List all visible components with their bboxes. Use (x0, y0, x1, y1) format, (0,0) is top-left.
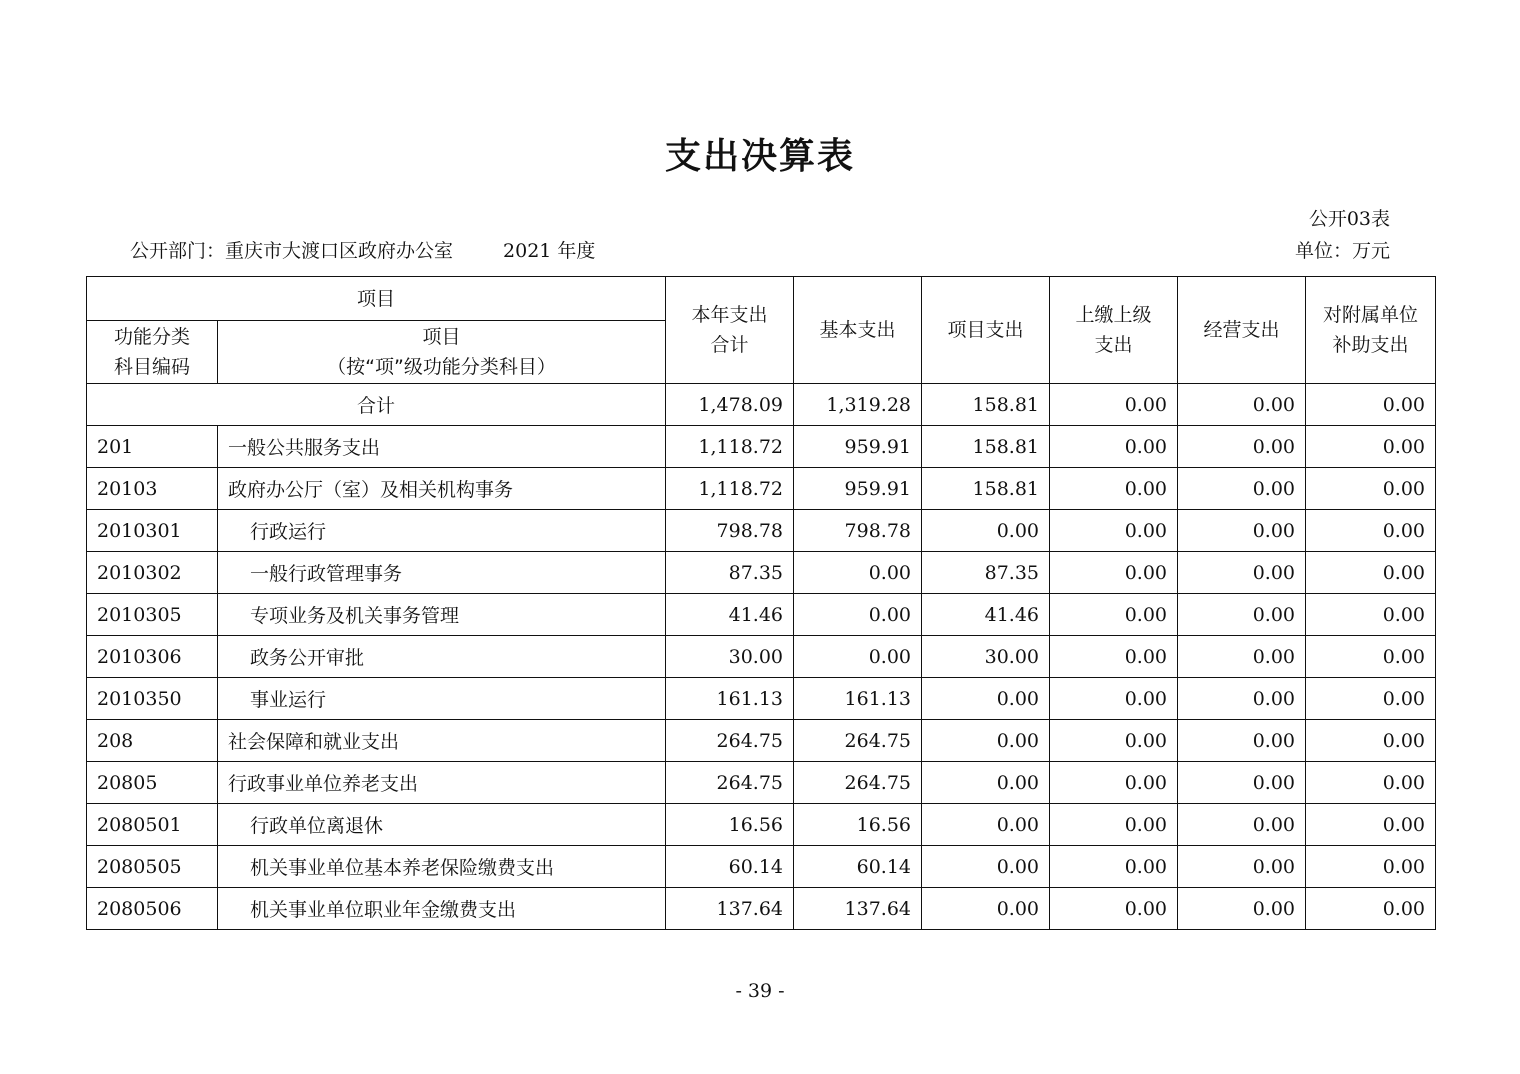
row-value: 0.00 (794, 594, 922, 636)
row-value: 0.00 (1306, 804, 1436, 846)
row-name: 专项业务及机关事务管理 (218, 594, 666, 636)
row-code: 20805 (87, 762, 218, 804)
row-value: 158.81 (922, 468, 1050, 510)
row-value: 60.14 (794, 846, 922, 888)
row-code: 2080501 (87, 804, 218, 846)
row-value: 30.00 (666, 636, 794, 678)
row-value: 41.46 (922, 594, 1050, 636)
row-code: 2080505 (87, 846, 218, 888)
table-row (87, 552, 1436, 594)
table-row (87, 468, 1436, 510)
row-value: 161.13 (794, 678, 922, 720)
row-code: 20103 (87, 468, 218, 510)
row-name: 行政事业单位养老支出 (218, 762, 666, 804)
total-value: 1,319.28 (794, 384, 922, 426)
table-row (87, 510, 1436, 552)
row-value: 0.00 (1178, 762, 1306, 804)
department-info (130, 236, 595, 263)
row-value: 0.00 (922, 510, 1050, 552)
header-project: 项目支出 (922, 277, 1050, 384)
row-value: 0.00 (922, 678, 1050, 720)
row-value: 0.00 (1306, 636, 1436, 678)
total-row (87, 384, 1436, 426)
department-label: 公开部门：重庆市大渡口区政府办公室 (130, 240, 454, 262)
row-value: 0.00 (1306, 594, 1436, 636)
table-row (87, 804, 1436, 846)
row-name: 行政单位离退休 (218, 804, 666, 846)
row-name: 一般公共服务支出 (218, 426, 666, 468)
row-value: 16.56 (794, 804, 922, 846)
row-value: 0.00 (1178, 552, 1306, 594)
row-value: 0.00 (1178, 636, 1306, 678)
table-row (87, 678, 1436, 720)
row-value: 0.00 (922, 846, 1050, 888)
row-value: 264.75 (666, 720, 794, 762)
total-value: 0.00 (1050, 384, 1178, 426)
row-value: 0.00 (1050, 552, 1178, 594)
row-value: 0.00 (1050, 804, 1178, 846)
row-value: 0.00 (1306, 468, 1436, 510)
expenditure-table (86, 276, 1436, 930)
row-code: 2010302 (87, 552, 218, 594)
row-value: 0.00 (1050, 594, 1178, 636)
row-value: 137.64 (794, 888, 922, 930)
row-value: 0.00 (1306, 552, 1436, 594)
row-value: 0.00 (1050, 426, 1178, 468)
row-value: 1,118.72 (666, 468, 794, 510)
row-value: 16.56 (666, 804, 794, 846)
table-body (87, 384, 1436, 930)
header-upper: 上缴上级 支出 (1050, 277, 1178, 384)
total-label: 合计 (87, 384, 666, 426)
row-value: 0.00 (1178, 888, 1306, 930)
row-name: 政务公开审批 (218, 636, 666, 678)
row-value: 0.00 (1050, 636, 1178, 678)
row-name: 一般行政管理事务 (218, 552, 666, 594)
row-name: 行政运行 (218, 510, 666, 552)
row-value: 959.91 (794, 426, 922, 468)
row-value: 30.00 (922, 636, 1050, 678)
total-value: 0.00 (1178, 384, 1306, 426)
row-value: 798.78 (794, 510, 922, 552)
row-code: 2010306 (87, 636, 218, 678)
row-value: 0.00 (1178, 594, 1306, 636)
row-name: 机关事业单位基本养老保险缴费支出 (218, 846, 666, 888)
year-label: 2021 年度 (503, 240, 596, 262)
row-code: 2080506 (87, 888, 218, 930)
row-value: 264.75 (794, 762, 922, 804)
row-value: 0.00 (1306, 888, 1436, 930)
row-value: 0.00 (1178, 804, 1306, 846)
table-row (87, 888, 1436, 930)
row-value: 0.00 (1178, 720, 1306, 762)
row-value: 264.75 (794, 720, 922, 762)
row-value: 0.00 (922, 720, 1050, 762)
header-operating: 经营支出 (1178, 277, 1306, 384)
header-item-group: 项目 (87, 277, 666, 321)
row-value: 1,118.72 (666, 426, 794, 468)
total-value: 0.00 (1306, 384, 1436, 426)
row-name: 政府办公厅（室）及相关机构事务 (218, 468, 666, 510)
page-title: 支出决算表 (664, 136, 855, 177)
row-value: 0.00 (794, 636, 922, 678)
row-value: 0.00 (1050, 846, 1178, 888)
row-value: 0.00 (1178, 678, 1306, 720)
row-value: 0.00 (1178, 846, 1306, 888)
table-header (87, 277, 1436, 384)
row-value: 60.14 (666, 846, 794, 888)
page-number: - 39 - (735, 980, 785, 1002)
row-value: 0.00 (1178, 426, 1306, 468)
header-code: 功能分类 科目编码 (87, 321, 218, 384)
unit-label: 单位：万元 (1294, 240, 1390, 262)
row-value: 0.00 (1050, 468, 1178, 510)
row-value: 0.00 (1050, 888, 1178, 930)
table-row (87, 846, 1436, 888)
row-value: 87.35 (666, 552, 794, 594)
row-value: 264.75 (666, 762, 794, 804)
row-code: 201 (87, 426, 218, 468)
row-value: 41.46 (666, 594, 794, 636)
header-subsidy: 对附属单位 补助支出 (1306, 277, 1436, 384)
row-name: 事业运行 (218, 678, 666, 720)
row-value: 0.00 (1306, 510, 1436, 552)
row-value: 158.81 (922, 426, 1050, 468)
form-number: 公开03表 (1308, 208, 1390, 230)
row-value: 161.13 (666, 678, 794, 720)
row-code: 2010350 (87, 678, 218, 720)
row-name: 机关事业单位职业年金缴费支出 (218, 888, 666, 930)
row-value: 0.00 (1050, 510, 1178, 552)
row-value: 959.91 (794, 468, 922, 510)
row-value: 0.00 (1306, 846, 1436, 888)
total-value: 158.81 (922, 384, 1050, 426)
row-value: 798.78 (666, 510, 794, 552)
row-value: 0.00 (922, 804, 1050, 846)
row-value: 0.00 (1178, 468, 1306, 510)
table-row (87, 762, 1436, 804)
header-basic: 基本支出 (794, 277, 922, 384)
table-row (87, 720, 1436, 762)
row-value: 87.35 (922, 552, 1050, 594)
row-value: 0.00 (922, 762, 1050, 804)
total-value: 1,478.09 (666, 384, 794, 426)
row-value: 137.64 (666, 888, 794, 930)
row-value: 0.00 (1050, 762, 1178, 804)
header-name: 项目 （按“项”级功能分类科目） (218, 321, 666, 384)
row-value: 0.00 (1306, 720, 1436, 762)
row-value: 0.00 (1306, 426, 1436, 468)
row-value: 0.00 (794, 552, 922, 594)
row-value: 0.00 (1306, 678, 1436, 720)
row-value: 0.00 (1306, 762, 1436, 804)
row-code: 2010305 (87, 594, 218, 636)
row-value: 0.00 (1178, 510, 1306, 552)
table-row (87, 636, 1436, 678)
row-value: 0.00 (1050, 720, 1178, 762)
table-row (87, 426, 1436, 468)
row-name: 社会保障和就业支出 (218, 720, 666, 762)
row-value: 0.00 (922, 888, 1050, 930)
header-total: 本年支出 合计 (666, 277, 794, 384)
row-value: 0.00 (1050, 678, 1178, 720)
row-code: 208 (87, 720, 218, 762)
table-row (87, 594, 1436, 636)
row-code: 2010301 (87, 510, 218, 552)
